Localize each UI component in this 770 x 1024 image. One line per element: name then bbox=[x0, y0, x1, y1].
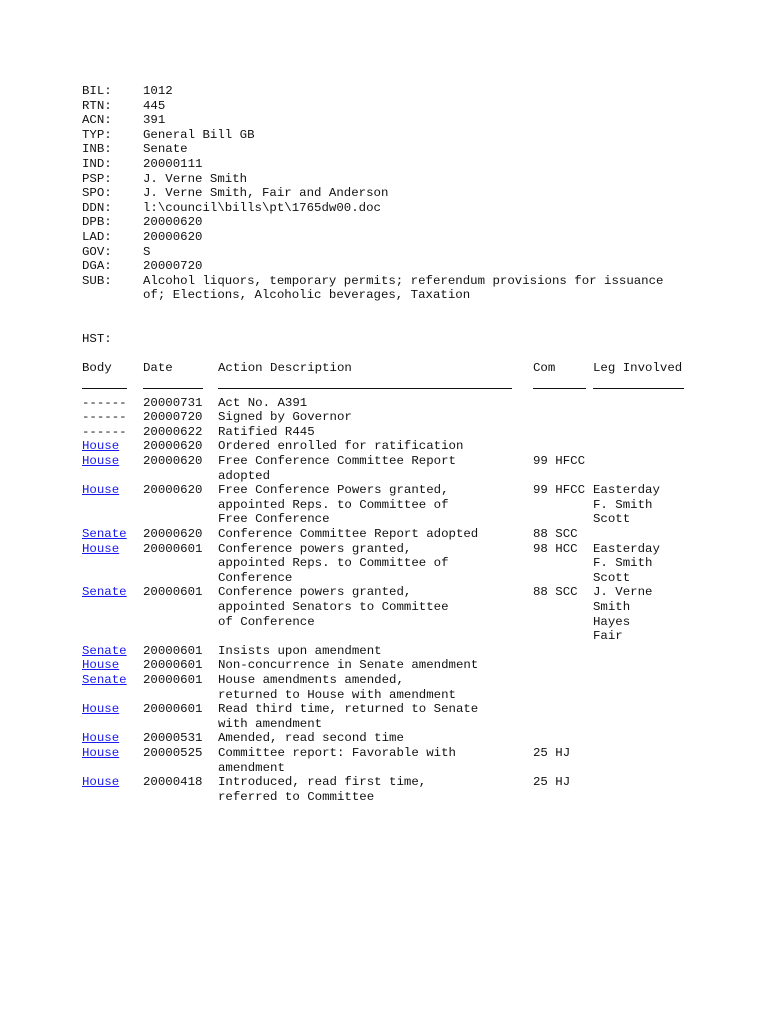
field-key: DPB: bbox=[82, 215, 112, 230]
field-value bbox=[143, 99, 742, 114]
row-body bbox=[82, 542, 143, 586]
action-line: House amendments amended, bbox=[218, 672, 404, 687]
row-date bbox=[143, 542, 218, 586]
col-leg-header: Leg Involved bbox=[593, 360, 683, 375]
row-body bbox=[82, 585, 143, 643]
field-key: DDN: bbox=[82, 200, 112, 215]
field-row bbox=[82, 201, 742, 216]
row-action bbox=[218, 731, 533, 746]
row-date bbox=[143, 425, 218, 440]
body-text: ------ bbox=[82, 424, 127, 439]
body-link[interactable]: House bbox=[82, 483, 120, 498]
col-action-header: Action Description bbox=[218, 360, 352, 375]
date-text: 20000720 bbox=[143, 410, 203, 425]
action-line: returned to House with amendment bbox=[218, 687, 456, 702]
action-line: appointed Reps. to Committee of bbox=[218, 556, 449, 571]
action-line: Conference bbox=[218, 570, 293, 585]
action-line: appointed Senators to Committee bbox=[218, 600, 449, 614]
com-text bbox=[533, 410, 593, 425]
row-body bbox=[82, 483, 143, 527]
action-line: with amendment bbox=[218, 716, 323, 731]
com-text: 99 HFCC bbox=[533, 454, 586, 469]
body-link[interactable]: House bbox=[82, 439, 120, 454]
body-link[interactable]: Senate bbox=[82, 672, 127, 687]
row-body bbox=[82, 396, 143, 411]
row-action bbox=[218, 702, 533, 731]
row-date bbox=[143, 527, 218, 542]
field-row bbox=[82, 99, 742, 114]
history-row bbox=[82, 731, 742, 746]
row-leg bbox=[593, 542, 693, 586]
row-leg bbox=[593, 731, 693, 746]
field-value bbox=[143, 215, 742, 230]
row-date bbox=[143, 644, 218, 659]
leg-line: Smith bbox=[593, 600, 631, 614]
action-line: Committee report: Favorable with bbox=[218, 745, 456, 760]
row-leg bbox=[593, 396, 693, 411]
action-line: Ordered enrolled for ratification bbox=[218, 439, 464, 454]
row-action bbox=[218, 483, 533, 527]
row-action bbox=[218, 746, 533, 775]
row-body bbox=[82, 410, 143, 425]
row-leg bbox=[593, 410, 693, 425]
date-text: 20000620 bbox=[143, 527, 203, 542]
field-value bbox=[143, 128, 742, 143]
body-link[interactable]: House bbox=[82, 731, 120, 746]
leg-line: J. Verne bbox=[593, 585, 653, 600]
date-text: 20000601 bbox=[143, 585, 203, 600]
row-leg bbox=[593, 702, 693, 731]
row-leg bbox=[593, 439, 693, 454]
date-text: 20000418 bbox=[143, 775, 203, 790]
history-row bbox=[82, 425, 742, 440]
history-row bbox=[82, 644, 742, 659]
field-key: IND: bbox=[82, 156, 112, 171]
row-body bbox=[82, 746, 143, 775]
field-value bbox=[143, 157, 742, 172]
action-line: referred to Committee bbox=[218, 789, 375, 804]
row-com bbox=[533, 527, 593, 542]
row-body bbox=[82, 702, 143, 731]
col-body-header: Body bbox=[82, 360, 112, 375]
row-body bbox=[82, 527, 143, 542]
row-action bbox=[218, 396, 533, 411]
date-text: 20000525 bbox=[143, 745, 203, 760]
field-value-line: 20000111 bbox=[143, 156, 203, 171]
action-line: Conference powers granted, bbox=[218, 541, 412, 556]
row-leg bbox=[593, 454, 693, 483]
field-value bbox=[143, 142, 742, 157]
date-text: 20000620 bbox=[143, 483, 203, 498]
row-leg bbox=[593, 658, 693, 673]
action-line: Insists upon amendment bbox=[218, 643, 382, 658]
date-text: 20000601 bbox=[143, 643, 203, 658]
date-text: 20000731 bbox=[143, 395, 203, 410]
row-action bbox=[218, 644, 533, 659]
row-body bbox=[82, 644, 143, 659]
leg-line: Scott bbox=[593, 512, 631, 527]
row-action bbox=[218, 410, 533, 425]
row-action bbox=[218, 439, 533, 454]
row-leg bbox=[593, 746, 693, 775]
divider bbox=[593, 388, 684, 389]
com-text bbox=[533, 731, 593, 746]
field-key: ACN: bbox=[82, 113, 112, 128]
row-com bbox=[533, 542, 593, 586]
row-action bbox=[218, 585, 533, 643]
row-action bbox=[218, 673, 533, 702]
row-com bbox=[533, 410, 593, 425]
history-row bbox=[82, 585, 742, 643]
field-value bbox=[143, 172, 742, 187]
field-key: SUB: bbox=[82, 273, 112, 288]
body-link[interactable]: House bbox=[82, 702, 120, 717]
body-link[interactable]: Senate bbox=[82, 585, 127, 600]
field-key: SPO: bbox=[82, 186, 112, 201]
com-text bbox=[533, 439, 593, 454]
date-text: 20000620 bbox=[143, 454, 203, 469]
row-com bbox=[533, 775, 593, 804]
bill-fields bbox=[82, 84, 742, 303]
row-com bbox=[533, 585, 593, 643]
com-text bbox=[533, 702, 593, 717]
com-text: 98 HCC bbox=[533, 541, 578, 556]
field-value bbox=[143, 259, 742, 274]
action-line: Introduced, read first time, bbox=[218, 775, 427, 790]
body-link[interactable]: House bbox=[82, 775, 120, 790]
row-date bbox=[143, 731, 218, 746]
body-link[interactable]: House bbox=[82, 745, 120, 760]
field-row bbox=[82, 157, 742, 172]
field-value-line: 20000620 bbox=[143, 215, 203, 230]
row-com bbox=[533, 746, 593, 775]
field-row bbox=[82, 128, 742, 143]
history-row bbox=[82, 483, 742, 527]
row-leg bbox=[593, 527, 693, 542]
row-com bbox=[533, 483, 593, 527]
row-leg bbox=[593, 673, 693, 702]
row-leg bbox=[593, 483, 693, 527]
divider bbox=[533, 388, 586, 389]
field-value-line: 445 bbox=[143, 98, 166, 113]
history-row bbox=[82, 410, 742, 425]
field-key: INB: bbox=[82, 142, 112, 157]
field-key: RTN: bbox=[82, 98, 112, 113]
row-date bbox=[143, 673, 218, 702]
field-row bbox=[82, 245, 742, 260]
com-text: 88 SCC bbox=[533, 585, 578, 600]
com-text bbox=[533, 658, 593, 673]
row-leg bbox=[593, 775, 693, 804]
field-key: TYP: bbox=[82, 127, 112, 142]
date-text: 20000620 bbox=[143, 439, 203, 454]
row-action bbox=[218, 542, 533, 586]
action-line: Amended, read second time bbox=[218, 731, 404, 746]
action-line: adopted bbox=[218, 468, 271, 483]
row-leg bbox=[593, 585, 693, 643]
row-date bbox=[143, 454, 218, 483]
history-row bbox=[82, 673, 742, 702]
leg-line: Scott bbox=[593, 570, 631, 585]
body-link[interactable]: Senate bbox=[82, 643, 127, 658]
com-text bbox=[533, 425, 593, 440]
history-row bbox=[82, 439, 742, 454]
action-line: Ratified R445 bbox=[218, 424, 315, 439]
row-com bbox=[533, 439, 593, 454]
leg-line: Hayes bbox=[593, 614, 631, 629]
action-line: Act No. A391 bbox=[218, 395, 308, 410]
row-com bbox=[533, 731, 593, 746]
row-com bbox=[533, 658, 593, 673]
field-value bbox=[143, 201, 742, 216]
leg-line: F. Smith bbox=[593, 556, 653, 571]
history-table bbox=[82, 396, 742, 805]
row-leg bbox=[593, 644, 693, 659]
row-action bbox=[218, 454, 533, 483]
bill-record bbox=[82, 84, 742, 804]
history-row bbox=[82, 775, 742, 804]
field-value-line: 20000620 bbox=[143, 229, 203, 244]
row-date bbox=[143, 483, 218, 527]
row-action bbox=[218, 775, 533, 804]
field-value-line: Senate bbox=[143, 142, 188, 157]
com-text: 99 HFCC bbox=[533, 483, 586, 498]
field-row bbox=[82, 172, 742, 187]
history-row bbox=[82, 658, 742, 673]
row-com bbox=[533, 702, 593, 731]
divider bbox=[82, 388, 127, 389]
action-line: Read third time, returned to Senate bbox=[218, 702, 479, 717]
body-link[interactable]: House bbox=[82, 454, 120, 469]
field-row bbox=[82, 215, 742, 230]
field-key: PSP: bbox=[82, 171, 112, 186]
action-line: Free Conference Committee Report bbox=[218, 454, 456, 469]
row-com bbox=[533, 644, 593, 659]
action-line: Conference Committee Report adopted bbox=[218, 527, 479, 542]
row-body bbox=[82, 673, 143, 702]
header-underline bbox=[82, 381, 742, 396]
row-date bbox=[143, 746, 218, 775]
field-value-line: J. Verne Smith, Fair and Anderson bbox=[143, 186, 389, 201]
field-row bbox=[82, 186, 742, 201]
field-row bbox=[82, 274, 742, 303]
history-label: HST: bbox=[82, 331, 112, 346]
body-text: ------ bbox=[82, 395, 127, 410]
history-row bbox=[82, 746, 742, 775]
date-text: 20000531 bbox=[143, 731, 203, 746]
field-key: DGA: bbox=[82, 259, 112, 274]
action-line: appointed Reps. to Committee of bbox=[218, 497, 449, 512]
history-row bbox=[82, 396, 742, 411]
field-row bbox=[82, 259, 742, 274]
date-text: 20000601 bbox=[143, 702, 203, 717]
field-value bbox=[143, 274, 742, 303]
history-row bbox=[82, 542, 742, 586]
com-text bbox=[533, 673, 593, 688]
com-text: 25 HJ bbox=[533, 775, 571, 790]
action-line: Non-concurrence in Senate amendment bbox=[218, 658, 479, 673]
row-action bbox=[218, 527, 533, 542]
col-date-header: Date bbox=[143, 360, 173, 375]
body-link[interactable]: House bbox=[82, 541, 120, 556]
action-line: Free Conference Powers granted, bbox=[218, 483, 449, 498]
row-leg bbox=[593, 425, 693, 440]
row-body bbox=[82, 439, 143, 454]
com-text bbox=[533, 396, 593, 411]
field-row bbox=[82, 230, 742, 245]
field-row bbox=[82, 113, 742, 128]
row-com bbox=[533, 396, 593, 411]
field-value-line: 20000720 bbox=[143, 259, 203, 274]
row-com bbox=[533, 673, 593, 702]
date-text: 20000601 bbox=[143, 541, 203, 556]
field-value-line: J. Verne Smith bbox=[143, 171, 248, 186]
field-value-line: l:\council\bills\pt\1765dw00.doc bbox=[143, 200, 381, 215]
action-line: amendment bbox=[218, 760, 285, 775]
field-value bbox=[143, 245, 742, 260]
row-date bbox=[143, 439, 218, 454]
field-value-line: General Bill GB bbox=[143, 127, 255, 142]
com-text: 25 HJ bbox=[533, 745, 571, 760]
row-date bbox=[143, 410, 218, 425]
com-text bbox=[533, 644, 593, 659]
leg-line: Easterday bbox=[593, 483, 660, 498]
history-row bbox=[82, 527, 742, 542]
col-com-header: Com bbox=[533, 360, 556, 375]
body-link[interactable]: Senate bbox=[82, 527, 127, 542]
date-text: 20000601 bbox=[143, 658, 203, 673]
field-value-line: S bbox=[143, 244, 151, 259]
field-key: GOV: bbox=[82, 244, 112, 259]
divider bbox=[143, 388, 203, 389]
divider bbox=[218, 388, 512, 389]
leg-line: Easterday bbox=[593, 541, 660, 556]
field-key: LAD: bbox=[82, 229, 112, 244]
history-row bbox=[82, 702, 742, 731]
row-action bbox=[218, 425, 533, 440]
com-text: 88 SCC bbox=[533, 527, 578, 542]
row-body bbox=[82, 775, 143, 804]
row-com bbox=[533, 425, 593, 440]
date-text: 20000622 bbox=[143, 424, 203, 439]
body-link[interactable]: House bbox=[82, 658, 120, 673]
field-value-line: 391 bbox=[143, 113, 166, 128]
action-line: Conference powers granted, bbox=[218, 585, 412, 600]
field-value bbox=[143, 186, 742, 201]
row-date bbox=[143, 775, 218, 804]
leg-line: Fair bbox=[593, 629, 623, 644]
field-row bbox=[82, 84, 742, 99]
history-row bbox=[82, 454, 742, 483]
date-text: 20000601 bbox=[143, 672, 203, 687]
row-body bbox=[82, 731, 143, 746]
row-body bbox=[82, 454, 143, 483]
leg-line: F. Smith bbox=[593, 497, 653, 512]
field-value-line: of; Elections, Alcoholic beverages, Taxation bbox=[143, 288, 471, 303]
row-date bbox=[143, 585, 218, 643]
row-com bbox=[533, 454, 593, 483]
row-body bbox=[82, 425, 143, 440]
action-line: Free Conference bbox=[218, 512, 330, 527]
field-value-line: Alcohol liquors, temporary permits; referendum provisions for issuance bbox=[143, 273, 664, 288]
action-line: Signed by Governor bbox=[218, 410, 352, 425]
field-value bbox=[143, 230, 742, 245]
field-value-line: 1012 bbox=[143, 84, 173, 98]
history-header bbox=[82, 361, 742, 376]
action-line: of Conference bbox=[218, 614, 315, 629]
body-text: ------ bbox=[82, 410, 127, 425]
row-body bbox=[82, 658, 143, 673]
field-key: BIL: bbox=[82, 84, 112, 98]
field-row bbox=[82, 142, 742, 157]
row-date bbox=[143, 658, 218, 673]
row-date bbox=[143, 702, 218, 731]
field-value bbox=[143, 113, 742, 128]
field-value bbox=[143, 84, 742, 99]
row-date bbox=[143, 396, 218, 411]
row-action bbox=[218, 658, 533, 673]
